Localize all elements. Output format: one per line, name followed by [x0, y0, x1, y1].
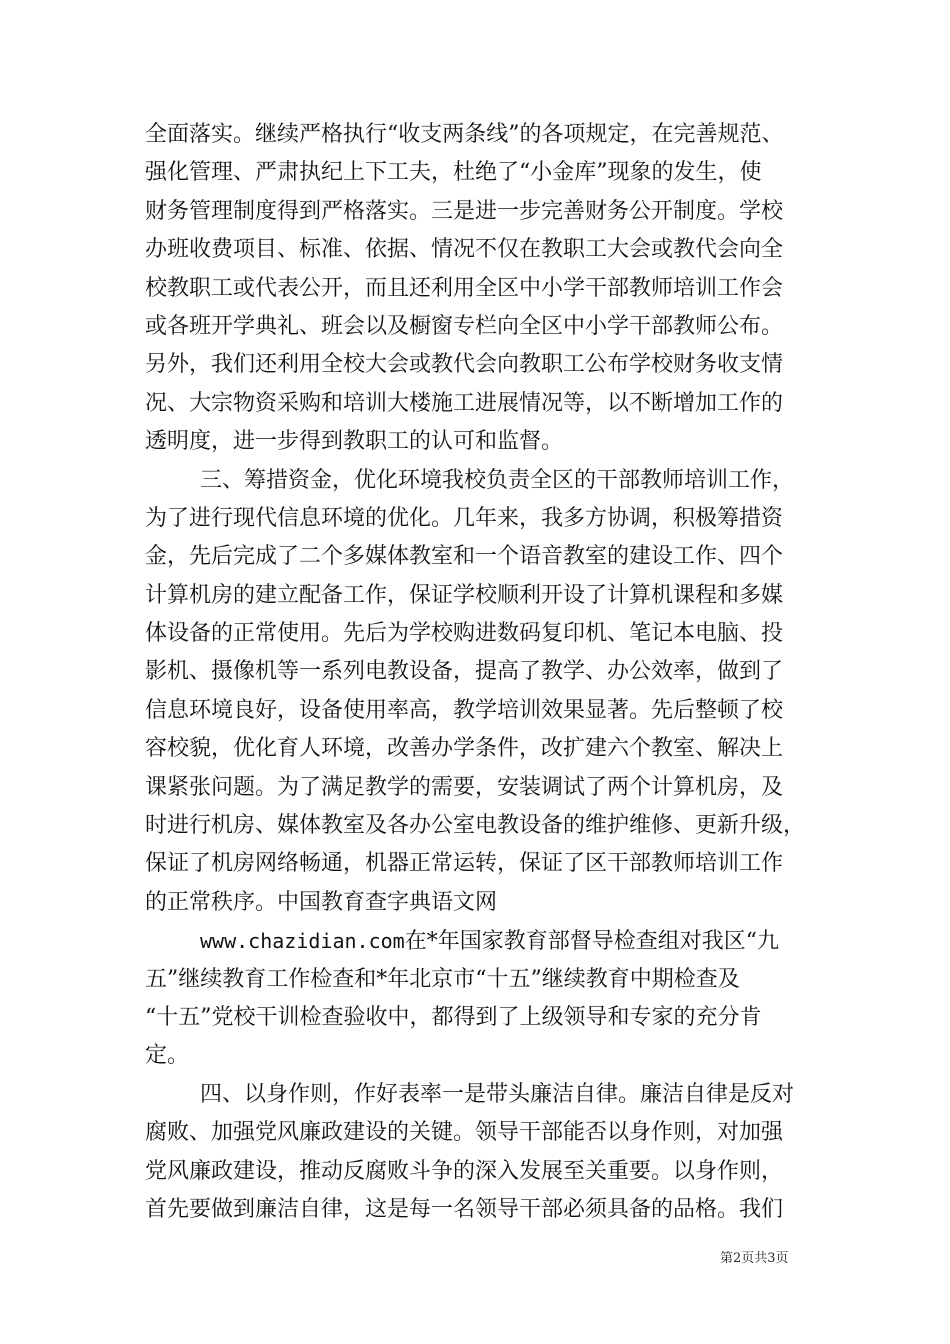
text-line: 校教职工或代表公开，而且还利用全区中小学干部教师培训工作会 — [145, 275, 784, 301]
text-line: 为了进行现代信息环境的优化。几年来，我多方协调，积极筹措资 — [145, 505, 784, 531]
page-number-footer: 第2页共3页 — [720, 1251, 789, 1266]
text-line: “十五”党校干训检查验收中，都得到了上级领导和专家的充分肯 — [145, 1004, 762, 1030]
text-line: 另外，我们还利用全校大会或教代会向教职工公布学校财务收支情 — [145, 352, 784, 378]
text-line: 金，先后完成了二个多媒体教室和一个语音教室的建设工作、四个 — [145, 544, 784, 570]
text-line: 腐败、加强党风廉政建设的关键。领导干部能否以身作则，对加强 — [145, 1120, 784, 1146]
text-line: 五”继续教育工作检查和*年北京市“十五”继续教育中期检查及 — [145, 966, 740, 992]
text-line: 党风廉政建设，推动反腐败斗争的深入发展至关重要。以身作则， — [145, 1158, 784, 1184]
website-url: www.chazidian.com — [200, 929, 405, 954]
text-line: 体设备的正常使用。先后为学校购进数码复印机、笔记本电脑、投 — [145, 621, 784, 647]
document-body — [145, 116, 810, 1229]
text-line: 时进行机房、媒体教室及各办公室电教设备的维护维修、更新升级， — [145, 813, 806, 839]
text-line: 的正常秩序。中国教育查字典语文网 — [145, 889, 498, 915]
text-line: 计算机房的建立配备工作，保证学校顺利开设了计算机课程和多媒 — [145, 582, 784, 608]
text-line: 首先要做到廉洁自律，这是每一名领导干部必须具备的品格。我们 — [145, 1196, 784, 1222]
text-line: 定。 — [145, 1043, 190, 1069]
text-line: 课紧张问题。为了满足教学的需要，安装调试了两个计算机房，及 — [145, 774, 784, 800]
text-line: 信息环境良好，设备使用率高，教学培训效果显著。先后整顿了校 — [145, 697, 784, 723]
section-heading-line: 四、以身作则，作好表率一是带头廉洁自律。廉洁自律是反对 — [200, 1081, 795, 1107]
section-heading-line: 三、筹措资金，优化环境我校负责全区的干部教师培训工作， — [200, 467, 795, 493]
text-line: 强化管理、严肃执纪上下工夫，杜绝了“小金库”现象的发生，使 — [145, 160, 762, 186]
text-line: 影机、摄像机等一系列电教设备，提高了教学、办公效率，做到了 — [145, 659, 784, 685]
text-line: 保证了机房网络畅通，机器正常运转，保证了区干部教师培训工作 — [145, 851, 784, 877]
url-line-text: 在*年国家教育部督导检查组对我区“九 — [404, 929, 779, 955]
url-line — [145, 922, 810, 960]
text-line: 全面落实。继续严格执行“收支两条线”的各项规定，在完善规范、 — [145, 122, 784, 147]
text-line: 透明度，进一步得到教职工的认可和监督。 — [145, 429, 564, 455]
text-line: 容校貌，优化育人环境，改善办学条件，改扩建六个教室、解决上 — [145, 736, 784, 762]
text-line: 或各班开学典礼、班会以及橱窗专栏向全区中小学干部教师公布。 — [145, 313, 784, 339]
text-line: 办班收费项目、标准、依据、情况不仅在教职工大会或教代会向全 — [145, 237, 784, 263]
text-line: 财务管理制度得到严格落实。三是进一步完善财务公开制度。学校 — [145, 198, 784, 224]
text-line: 况、大宗物资采购和培训大楼施工进展情况等，以不断增加工作的 — [145, 390, 784, 416]
